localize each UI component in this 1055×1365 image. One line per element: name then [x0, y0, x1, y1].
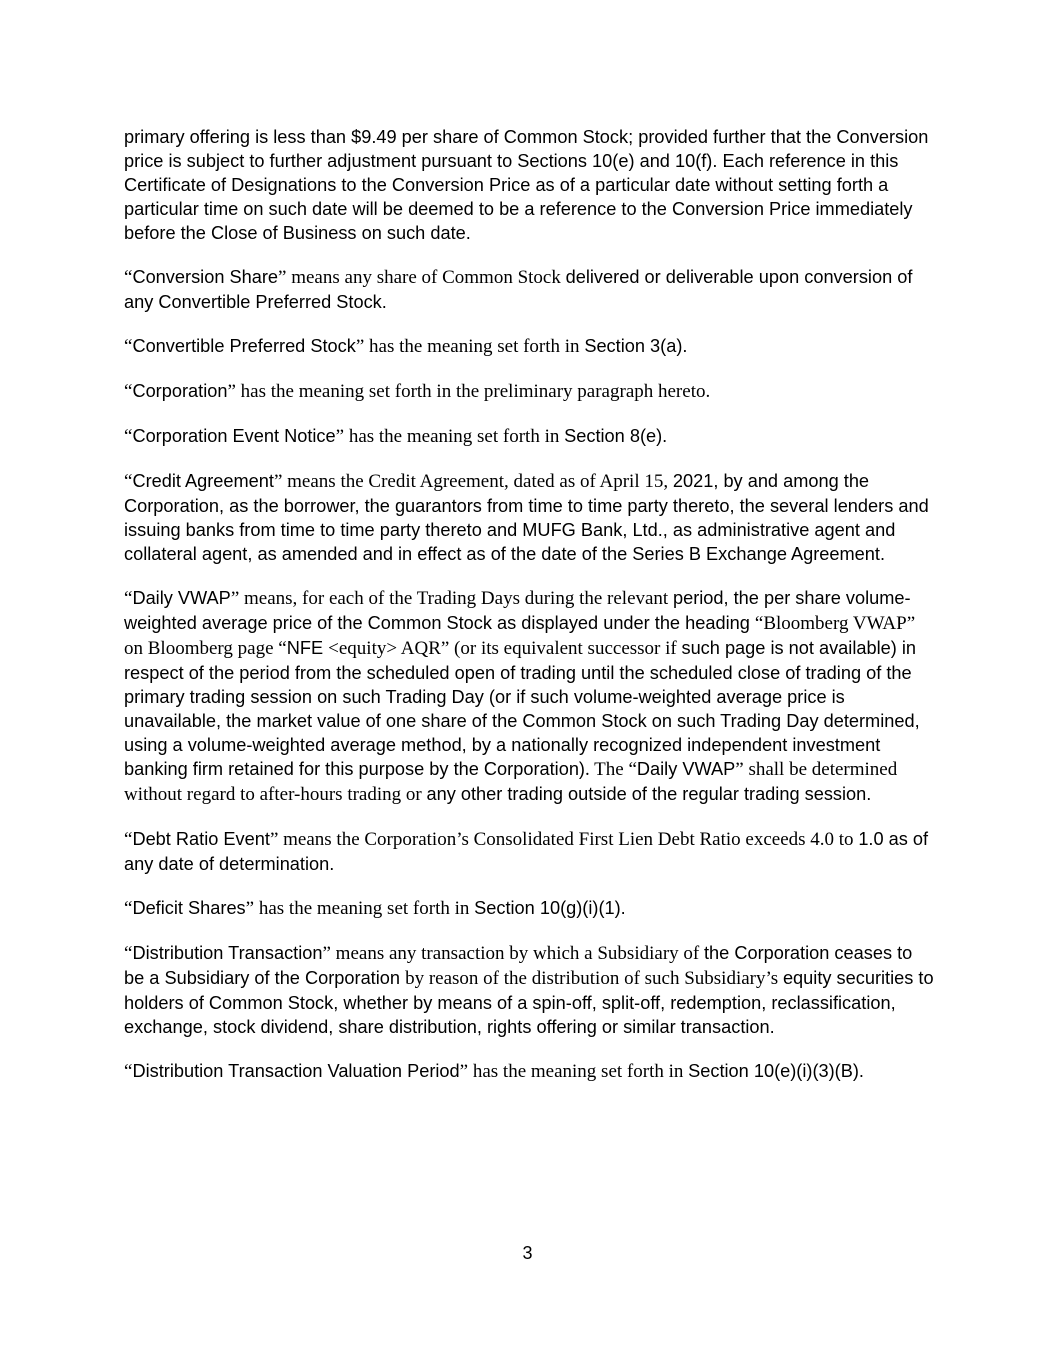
definition-text: period, the per share volume-weighted average price of the Common Stock as displayed under the heading	[124, 588, 911, 633]
definition-text: has the meaning set forth in	[468, 1061, 689, 1082]
definition-paragraph	[124, 379, 936, 404]
definition-paragraph	[124, 586, 936, 807]
definition-text: NFE	[286, 638, 329, 658]
definition-paragraph	[124, 334, 936, 359]
document-body	[124, 125, 936, 1104]
definition-text: has the meaning set forth in	[364, 336, 585, 357]
open-quote: “	[124, 336, 133, 357]
close-quote: ”	[273, 471, 283, 492]
defined-term: Convertible Preferred Stock	[132, 336, 356, 356]
open-quote: “	[124, 267, 133, 288]
definition-text: . The “	[585, 759, 637, 780]
defined-term: Credit Agreement	[132, 471, 274, 491]
defined-term: Conversion Share	[132, 267, 279, 287]
definition-text: such page is not available) in respect of the period from the scheduled open of trading until the scheduled close of trading of the primary trading session on such Trading Day (or if such volume-weighted average price is unavailable, the market value of one share of the Common Stock on such Trading Day determined, using a volume-weighted average method, by a nationally recognized independent investment banking firm retained for this purpose by the Corporation)	[124, 638, 920, 779]
definition-text: means any share of Common Stock	[286, 267, 566, 288]
close-quote: ”	[227, 381, 236, 402]
close-quote: ”	[355, 336, 365, 357]
definition-text: means the Credit Agreement, dated as of April 15,	[282, 471, 673, 492]
definition-text: 1.0 as of any date of determination.	[124, 829, 929, 874]
open-quote: “	[124, 829, 133, 850]
defined-term: Distribution Transaction	[132, 943, 323, 963]
close-quote: ”	[269, 829, 279, 850]
close-quote: ”	[245, 898, 255, 919]
definition-paragraph	[124, 424, 936, 449]
definition-text: has the meaning set forth in	[344, 426, 565, 447]
definition-text: Section 10(g)(i)(1).	[474, 898, 626, 918]
close-quote: ”	[278, 267, 287, 288]
definition-text: Section 8(e).	[564, 426, 668, 446]
definition-text: means, for each of the Trading Days during the relevant	[239, 588, 673, 609]
definition-paragraph	[124, 941, 936, 1039]
open-quote: “	[124, 943, 133, 964]
defined-term: Deficit Shares	[132, 898, 246, 918]
definition-text: has the meaning set forth in the preliminary paragraph hereto.	[235, 381, 711, 402]
open-quote: “	[124, 471, 133, 492]
definition-text: Daily VWAP	[636, 759, 736, 779]
definition-text: the Corporation ceases to be a Subsidiary of the Corporation	[124, 943, 913, 988]
definition-text: “Bloomberg VWAP” on Bloomberg page “	[124, 613, 916, 659]
page-number: 3	[522, 1243, 533, 1263]
definition-text: delivered or deliverable upon conversion of any Convertible Preferred Stock.	[124, 267, 913, 312]
definition-text: equity securities to holders of Common Stock, whether by means of a spin-off, split-off, redemption, reclassification, exchange, stock dividend, share distribution, rights offering or similar transaction.	[124, 968, 934, 1037]
open-quote: “	[124, 426, 133, 447]
definition-text: any other trading outside of the regular trading session.	[426, 784, 872, 804]
definition-text: means the Corporation’s Consolidated First Lien Debt Ratio exceeds 4.0 to	[278, 829, 859, 850]
definition-text: Section 3(a).	[584, 336, 688, 356]
definition-text: has the meaning set forth in	[254, 898, 475, 919]
defined-term: Corporation	[132, 381, 228, 401]
definition-text: primary offering is less than $9.49 per share of Common Stock; provided further that the Conversion price is subject to further adjustment pursuant to Sections 10(e) and 10(f). Each reference in this Certificate of Designations to the Conversion Price as of a particular date without setting forth a particular time on such date will be deemed to be a reference to the Conversion Price immediately before the Close of Business on such date.	[124, 127, 929, 243]
close-quote: ”	[459, 1061, 469, 1082]
defined-term: Debt Ratio Event	[132, 829, 270, 849]
definition-paragraph	[124, 469, 936, 566]
open-quote: “	[124, 898, 133, 919]
definition-paragraph	[124, 265, 936, 314]
definition-paragraph	[124, 827, 936, 876]
definition-text: <equity> AQR” (or its equivalent successor if	[328, 638, 682, 659]
defined-term: Distribution Transaction Valuation Period	[132, 1061, 460, 1081]
definition-text: Section 10(e)(i)(3)(B).	[688, 1061, 864, 1081]
defined-term: Daily VWAP	[132, 588, 231, 608]
definition-text: 2021, by and among the Corporation, as the borrower, the guarantors from time to time party thereto, the several lenders and issuing banks from time to time party thereto and MUFG Bank, Ltd., as administrative agent and collateral agent, as amended and in effect as of the date of the Series B Exchange Agreement.	[124, 471, 929, 564]
definition-text: means any transaction by which a Subsidiary of	[330, 943, 704, 964]
open-quote: “	[124, 588, 133, 609]
open-quote: “	[124, 381, 133, 402]
definition-paragraph	[124, 896, 936, 921]
close-quote: ”	[230, 588, 240, 609]
definition-text: by reason of the distribution of such Subsidiary’s	[405, 968, 783, 989]
definition-paragraph	[124, 125, 936, 245]
definition-text: ” shall be determined without regard to after-hours trading or	[124, 759, 898, 805]
definition-paragraph	[124, 1059, 936, 1084]
open-quote: “	[124, 1061, 133, 1082]
close-quote: ”	[335, 426, 345, 447]
close-quote: ”	[322, 943, 331, 964]
defined-term: Corporation Event Notice	[132, 426, 336, 446]
